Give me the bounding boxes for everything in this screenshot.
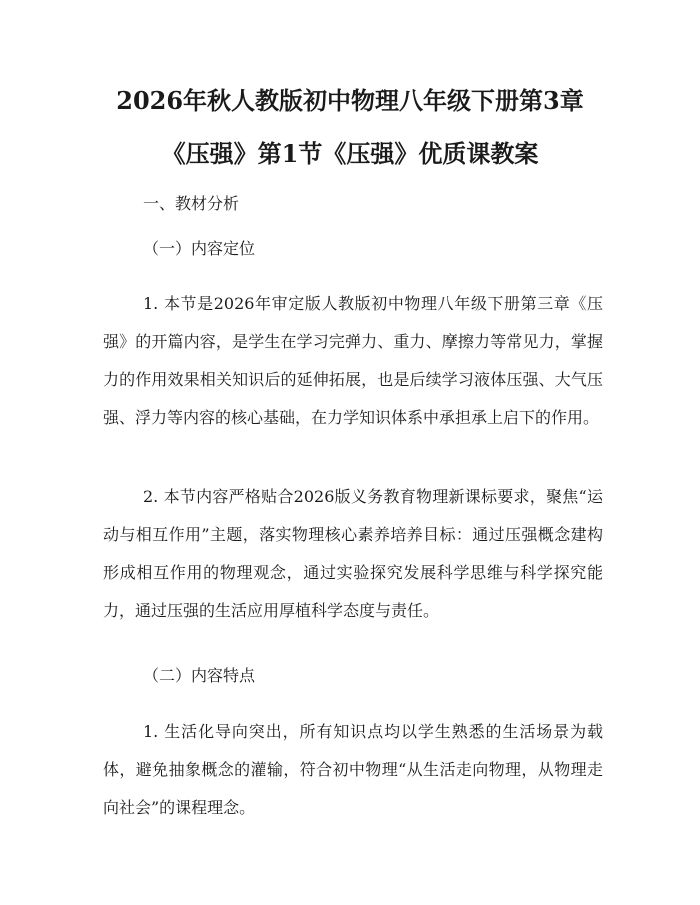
paragraph-2: 2. 本节内容严格贴合2026版义务教育物理新课标要求，聚焦“运动与相互作用”主题，落实物理核心素养培养目标：通过压强概念建构形成相互作用的物理观念，通过实验探究发展科学思维与科学探究能力，通过压强的生活应用厚植科学态度与责任。: [103, 487, 603, 620]
paragraph-1: 1. 本节是2026年审定版人教版初中物理八年级下册第三章《压强》的开篇内容，是学生在学习完弹力、重力、摩擦力等常见力，掌握力的作用效果相关知识后的延伸拓展，也是后续学习液体压强、大气压强、浮力等内容的核心基础，在力学知识体系中承担承上启下的作用。: [103, 294, 603, 427]
document-title-line-2: 《压强》第1节《压强》优质课教案: [161, 139, 539, 168]
subsection-heading-content-features: （二）内容特点: [143, 666, 256, 685]
document-title-line-1: 2026年秋人教版初中物理八年级下册第3章: [116, 86, 584, 115]
subsection-heading-content-positioning: （一）内容定位: [143, 239, 256, 258]
section-heading-textbook-analysis: 一、教材分析: [143, 194, 240, 213]
paragraph-3: 1. 生活化导向突出，所有知识点均以学生熟悉的生活场景为载体，避免抽象概念的灌输，符合初中物理“从生活走向物理，从物理走向社会”的课程理念。: [103, 722, 603, 817]
